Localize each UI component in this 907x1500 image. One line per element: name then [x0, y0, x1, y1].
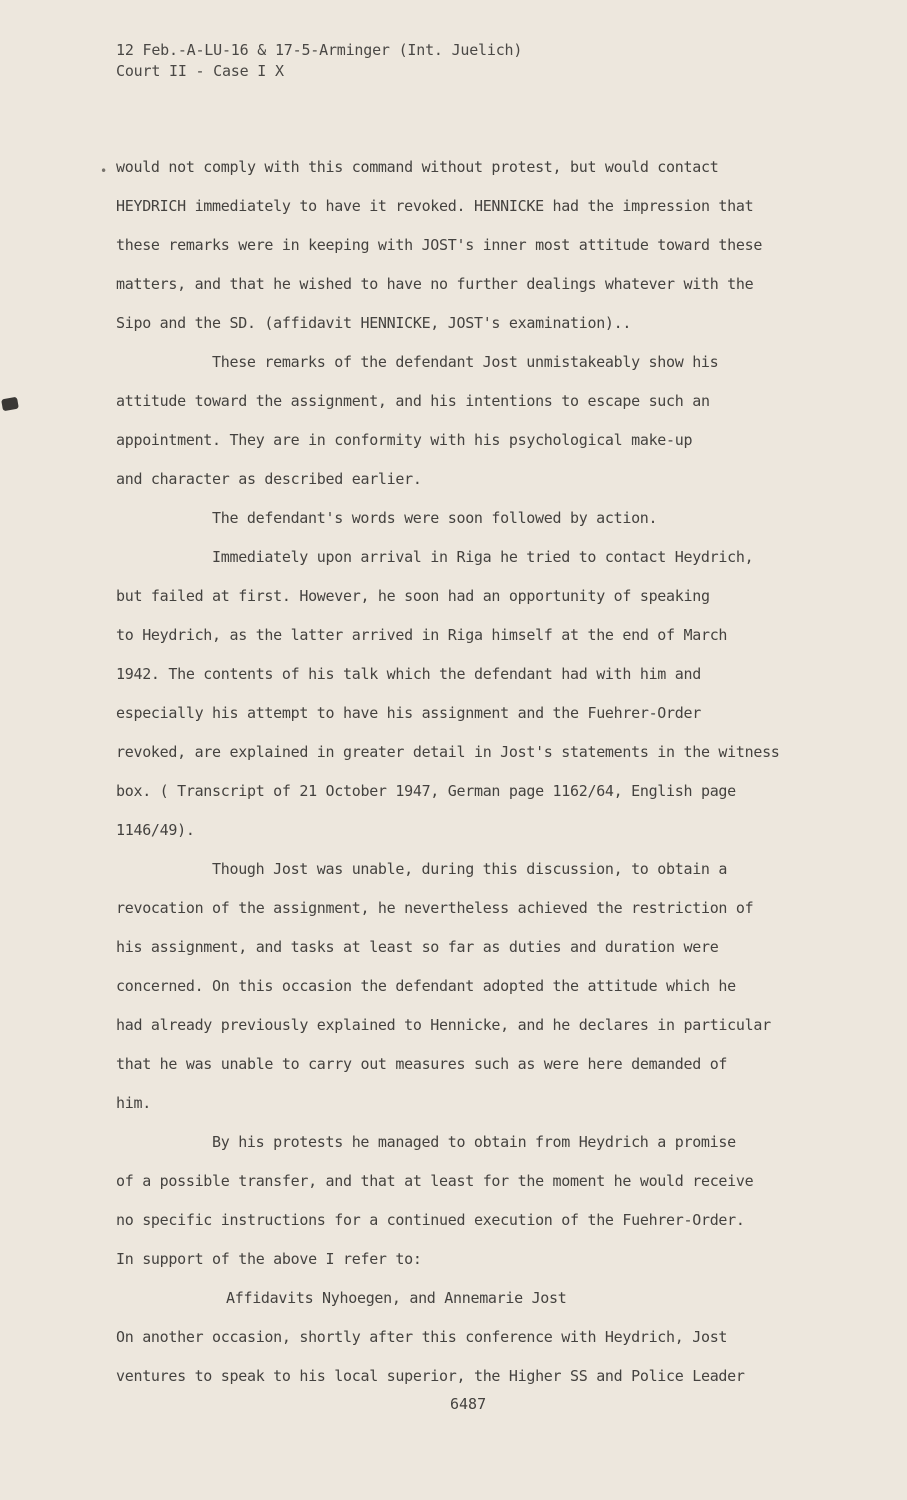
text-line: Sipo and the SD. (affidavit HENNICKE, JOST's examination).. [116, 314, 632, 332]
text-line: had already previously explained to Hennicke, and he declares in particular [116, 1016, 771, 1034]
text-line: HEYDRICH immediately to have it revoked. HENNICKE had the impression that [116, 197, 754, 215]
text-line: The defendant's words were soon followed by action. [212, 509, 658, 527]
text-line: On another occasion, shortly after this conference with Heydrich, Jost [116, 1328, 728, 1346]
ink-blot [1, 397, 19, 412]
text-line: By his protests he managed to obtain from Heydrich a promise [212, 1133, 736, 1151]
document-header [116, 40, 522, 82]
text-line: attitude toward the assignment, and his intentions to escape such an [116, 392, 710, 410]
text-line: box. ( Transcript of 21 October 1947, German page 1162/64, English page [116, 782, 736, 800]
text-line: revocation of the assignment, he nevertheless achieved the restriction of [116, 899, 754, 917]
text-line: that he was unable to carry out measures such as were here demanded of [116, 1055, 728, 1073]
text-line: especially his attempt to have his assignment and the Fuehrer-Order [116, 704, 701, 722]
text-line: Affidavits Nyhoegen, and Annemarie Jost [226, 1289, 567, 1307]
text-line: matters, and that he wished to have no further dealings whatever with the [116, 275, 754, 293]
text-line: appointment. They are in conformity with his psychological make-up [116, 431, 693, 449]
header-line-2: Court II - Case I X [116, 62, 284, 80]
text-line: These remarks of the defendant Jost unmistakeably show his [212, 353, 719, 371]
text-line: and character as described earlier. [116, 470, 422, 488]
text-line: Immediately upon arrival in Riga he tried to contact Heydrich, [212, 548, 754, 566]
text-line: but failed at first. However, he soon had an opportunity of speaking [116, 587, 710, 605]
margin-mark: • [100, 164, 108, 178]
text-line: 1942. The contents of his talk which the defendant had with him and [116, 665, 701, 683]
text-line: his assignment, and tasks at least so far as duties and duration were [116, 938, 719, 956]
text-line: concerned. On this occasion the defendant adopted the attitude which he [116, 977, 736, 995]
text-line: revoked, are explained in greater detail in Jost's statements in the witness [116, 743, 780, 761]
document-body [116, 148, 846, 1396]
text-line: no specific instructions for a continued execution of the Fuehrer-Order. [116, 1211, 745, 1229]
header-line-1: 12 Feb.-A-LU-16 & 17-5-Arminger (Int. Juelich) [116, 41, 523, 59]
text-line: him. [116, 1094, 151, 1112]
page-number: 6487 [450, 1395, 487, 1413]
text-line: Though Jost was unable, during this discussion, to obtain a [212, 860, 728, 878]
text-line: these remarks were in keeping with JOST's inner most attitude toward these [116, 236, 763, 254]
text-line: of a possible transfer, and that at least for the moment he would receive [116, 1172, 754, 1190]
text-line: 1146/49). [116, 821, 195, 839]
text-line: In support of the above I refer to: [116, 1250, 422, 1268]
text-line: to Heydrich, as the latter arrived in Riga himself at the end of March [116, 626, 728, 644]
text-line: ventures to speak to his local superior, the Higher SS and Police Leader [116, 1367, 745, 1385]
text-line: would not comply with this command without protest, but would contact [116, 158, 719, 176]
